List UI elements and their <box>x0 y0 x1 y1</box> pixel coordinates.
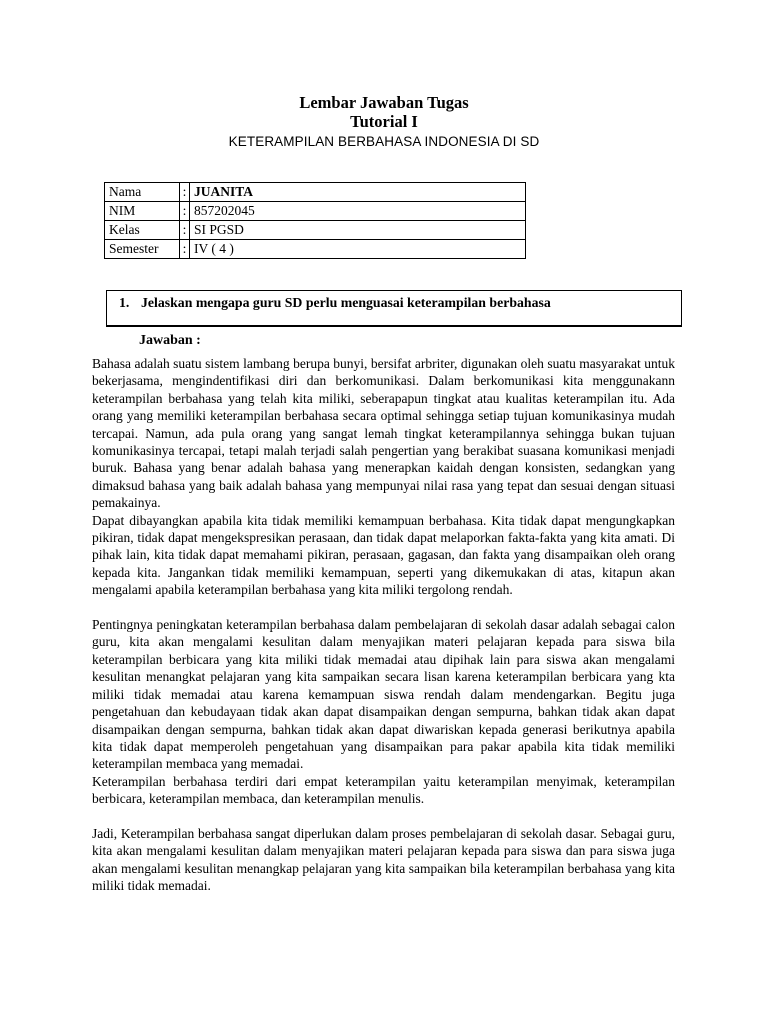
answer-paragraph: Dapat dibayangkan apabila kita tidak memiliki kemampuan berbahasa. Kita tidak dapat mengungkapkan pikiran, tidak dapat mengekspresikan perasaan, dan tidak dapat melaporkan fakta-fakta yang kita amati. Di pihak lain, kita tidak dapat memahami pikiran, perasaan, gagasan, dan fakta yang disampaikan oleh orang kepada kita. Jangankan tidak memiliki kemampuan, seperti yang dikemukakan di atas, kitapun akan mengalami apabila keterampilan berbahasa yang kita miliki tergolong rendah. <box>92 512 675 598</box>
answer-heading: Jawaban : <box>139 333 201 348</box>
student-info-row-kelas <box>105 221 526 240</box>
question-box <box>106 290 682 327</box>
answer-paragraph: Jadi, Keterampilan berbahasa sangat diperlukan dalam proses pembelajaran di sekolah dasar. Sebagai guru, kita akan mengalami kesulitan dalam menyajikan materi pelajaran kepada para siswa dan para siswa juga akan mengalami kesulitan menangkap pelajaran yang kita sampaikan bila keterampilan berbahasa yang kita miliki tidak memadai. <box>92 825 675 894</box>
question-number: 1. <box>119 295 130 310</box>
student-info-row-semester <box>105 240 526 259</box>
info-value-semester: IV ( 4 ) <box>190 240 526 259</box>
student-info-row-nim <box>105 202 526 221</box>
info-colon: : <box>180 240 190 259</box>
info-value-name: JUANITA <box>190 183 526 202</box>
question-text: Jelaskan mengapa guru SD perlu menguasai keterampilan berbahasa <box>141 295 551 310</box>
info-colon: : <box>180 202 190 221</box>
document-title: Lembar Jawaban Tugas <box>299 93 469 112</box>
info-label: Semester <box>105 240 180 259</box>
info-value-kelas: SI PGSD <box>190 221 526 240</box>
student-info-row-nama <box>105 183 526 202</box>
info-label: NIM <box>105 202 180 221</box>
info-value-nim: 857202045 <box>190 202 526 221</box>
answer-paragraph: Bahasa adalah suatu sistem lambang berupa bunyi, bersifat arbriter, digunakan oleh suatu masyarakat untuk bekerjasama, mengindentifikasi diri dan berkomunikasi. Dalam berkomunikasi kita menggunakann keterampilan berbahasa yang telah kita miliki, seberapapun tingkat atau kualitas keterampilan itu. Ada orang yang memiliki keterampilan berbahasa secara optimal sehingga setiap tujuan komunikasinya mudah tercapai. Namun, ada pula orang yang sangat lemah tingkat keterampilannya sehingga bukan tujuan komunikasinya tercapai, tetapi malah terjadi salah pengertian yang berakibat suasana komunikasi menjadi buruk. Bahasa yang benar adalah bahasa yang menerapkan kaidah dengan konsisten, sedangkan yang dimaksud bahasa yang baik adalah bahasa yang mempunyai nilai rasa yang tepat dan sesuai dengan situasi pemakainya. <box>92 356 675 511</box>
info-label: Nama <box>105 183 180 202</box>
info-label: Kelas <box>105 221 180 240</box>
answer-paragraph: Pentingnya peningkatan keterampilan berbahasa dalam pembelajaran di sekolah dasar adalah sebagai calon guru, kita akan mengalami kesulitan dalam menyajikan materi pelajaran kepada para siswa bila keterampilan berbicara yang kita miliki tidak memadai atau dipihak lain para siswa akan mengalami kesulitan menangkat pelajaran yang kita sampaikan secara lisan karena keterampilan berbicara yang kta miliki tidak memadai atau karena kemampuan siswa rendah dalam mendengarkan. Begitu juga pengetahuan dan kebudayaan tidak akan dapat disampaikan dengan sempurna, bahkan tidak akan dapat disampaikan dengan sempurna, bahkan tidak akan dapat diwariskan kepada generasi berikutnya apabila kita tidak dapat memperoleh pengetahuan yang disampaikan para pakar apabila kita tidak memiliki keterampilan membaca yang memadai. <box>92 617 675 772</box>
answer-paragraph: Keterampilan berbahasa terdiri dari empat keterampilan yaitu keterampilan menyimak, keterampilan berbicara, keterampilan membaca, dan keterampilan menulis. <box>92 773 675 807</box>
info-colon: : <box>180 221 190 240</box>
answer-body <box>92 355 675 895</box>
student-info-table <box>104 182 526 259</box>
document-subtitle-tutorial: Tutorial I <box>350 112 418 131</box>
course-title: KETERAMPILAN BERBAHASA INDONESIA DI SD <box>228 134 540 149</box>
info-colon: : <box>180 183 190 202</box>
